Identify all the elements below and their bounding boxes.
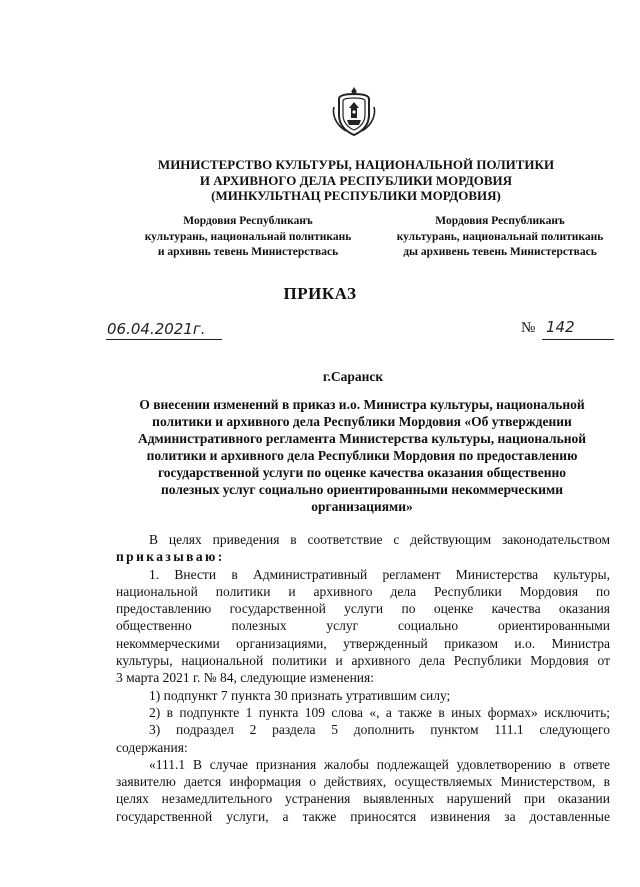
ministry-right-line: Мордовия Республиканъ xyxy=(435,215,565,227)
coat-of-arms-emblem xyxy=(330,85,378,137)
city: г.Саранск xyxy=(322,369,384,384)
body-line: общественно полезных услуг социально ориентированными xyxy=(116,618,610,634)
body-line: содержания: xyxy=(116,739,188,755)
body-line: государственной услуги, а также приносятся извинения за доставленные xyxy=(116,808,610,824)
body-line: культуры, национальной политики и архивного дела Республики Мордовия от xyxy=(116,653,610,669)
ministry-name-right xyxy=(370,214,630,261)
order-word: приказываю: xyxy=(116,549,225,565)
document-title: ПРИКАЗ xyxy=(283,284,357,303)
body-line: некоммерческими организациями, утвержденный приказом и.о. Министра xyxy=(116,635,610,651)
body-line: «111.1 В случае признания жалобы подлежащей удовлетворению в ответе xyxy=(149,756,610,772)
body-line: 2) в подпункте 1 пункта 109 слова «, а также в иных формах» исключить; xyxy=(149,704,610,720)
body-line: целях незамедлительного устранения выявленных нарушений при оказании xyxy=(116,791,610,807)
ministry-line: И АРХИВНОГО ДЕЛА РЕСПУБЛИКИ МОРДОВИЯ xyxy=(199,172,513,188)
ministry-right-line: культурань, национальнай политикань xyxy=(396,230,604,243)
body-line: национальной политики и архивного дела Республики Мордовия по xyxy=(116,583,610,599)
body-line: предоставлению государственной услуги по оценке качества оказания xyxy=(116,601,610,617)
body-line: 3) подраздел 2 раздела 5 дополнить пунктом 111.1 следующего xyxy=(149,722,610,738)
document-subject xyxy=(112,396,612,515)
date-underline xyxy=(106,339,222,340)
ministry-name-ru xyxy=(150,157,562,204)
subject-line: политики и архивного дела Республики Мордовия по предоставлению xyxy=(146,448,578,463)
subject-line: Административного регламента Министерства культуры, национальной xyxy=(137,431,587,446)
subject-line: О внесении изменений в приказ и.о. Министра культуры, национальной xyxy=(139,397,585,412)
body-line: В целях приведения в соответствие с действующим законодательством xyxy=(149,532,610,547)
number-label: № xyxy=(521,320,536,336)
handwritten-number: 142 xyxy=(546,318,575,336)
ministry-left-line: и архивнь тевень Министерствась xyxy=(157,246,339,258)
ministry-right-line: ды архивень тевень Министерствась xyxy=(403,246,597,258)
document-body xyxy=(116,531,610,825)
handwritten-date: 06.04.2021г. xyxy=(107,320,206,338)
subject-line: политики и архивного дела Республики Мордовия «Об утверждении xyxy=(152,414,572,429)
ministry-left-line: культурань, национальнай политикань xyxy=(144,230,352,243)
ministry-line: МИНИСТЕРСТВО КУЛЬТУРЫ, НАЦИОНАЛЬНОЙ ПОЛИТИКИ xyxy=(157,157,555,172)
ministry-name-left xyxy=(118,214,378,261)
body-line: 3 марта 2021 г. № 84, следующие изменения: xyxy=(116,670,374,686)
subject-line: полезных услуг социально ориентированными некоммерческими xyxy=(160,482,564,497)
number-underline xyxy=(542,339,614,340)
ministry-line: (МИНКУЛЬТНАЦ РЕСПУБЛИКИ МОРДОВИЯ) xyxy=(211,188,501,203)
ministry-left-line: Мордовия Республиканъ xyxy=(183,215,313,227)
subject-line: организациями» xyxy=(311,499,413,514)
body-line: 1. Внести в Административный регламент Министерства культуры, xyxy=(149,566,610,582)
body-line: заявителю дается информация о действиях, осуществляемых Министерством, в xyxy=(116,774,610,790)
body-line: 1) подпункт 7 пункта 30 признать утратившим силу; xyxy=(149,687,451,703)
subject-line: государственной услуги по оценке качества оказания общественно xyxy=(158,465,566,480)
